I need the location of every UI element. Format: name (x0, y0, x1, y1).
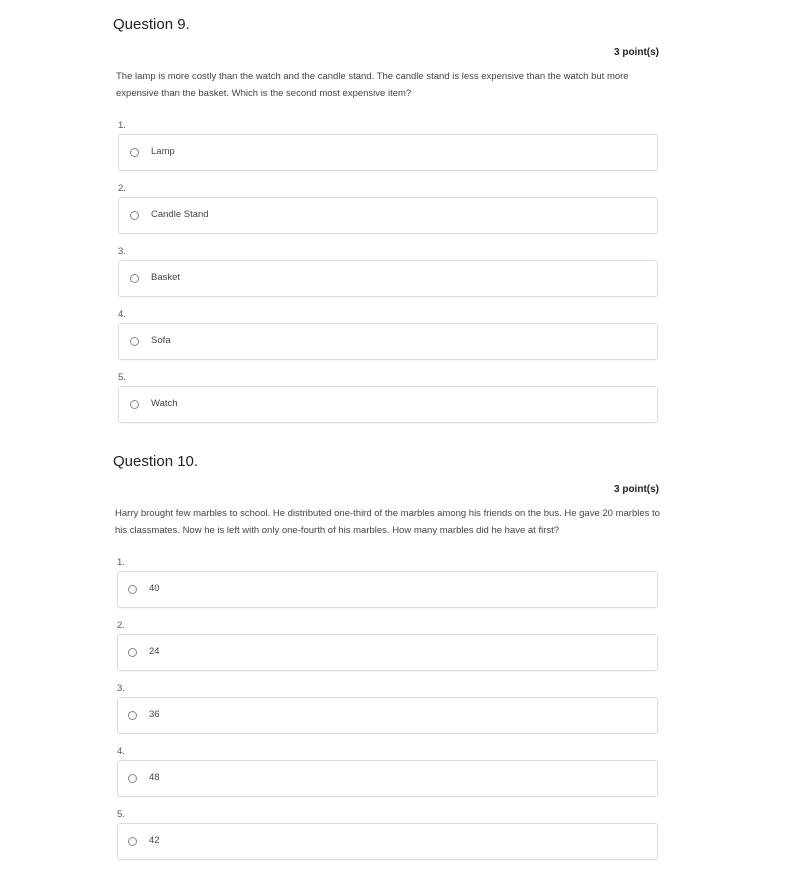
option-block-2 (0, 180, 785, 243)
radio-button[interactable] (128, 585, 137, 594)
answer-option-basket[interactable] (118, 260, 658, 297)
answer-option-24[interactable] (117, 634, 658, 671)
answer-option-candle-stand[interactable] (118, 197, 658, 234)
radio-button[interactable] (130, 337, 139, 346)
radio-button[interactable] (130, 400, 139, 409)
answer-option-36[interactable] (117, 697, 658, 734)
option-block-3 (0, 243, 785, 306)
question-points: 3 point(s) (614, 47, 659, 58)
option-block-2 (0, 617, 785, 680)
radio-button[interactable] (128, 837, 137, 846)
answer-option-lamp[interactable] (118, 134, 658, 171)
question-title: Question 9. (113, 16, 190, 33)
option-block-1 (0, 117, 785, 180)
option-number: 4. (118, 309, 126, 320)
option-label: 36 (149, 709, 160, 720)
option-number: 2. (118, 183, 126, 194)
radio-button[interactable] (130, 274, 139, 283)
option-number: 1. (118, 120, 126, 131)
question-title: Question 10. (113, 453, 199, 470)
radio-button[interactable] (128, 711, 137, 720)
option-label: Basket (151, 272, 181, 283)
option-label: Sofa (151, 335, 171, 346)
option-label: Candle Stand (151, 209, 209, 220)
answer-option-40[interactable] (117, 571, 658, 608)
option-number: 1. (117, 557, 125, 568)
answer-option-watch[interactable] (118, 386, 658, 423)
question-text: Harry brought few marbles to school. He distributed one-third of the marbles among his friends on the bus. He gave 20 marbles to his classmates. Now he is left with only one-fourth of his marbles. How many marbles did he have at first? (115, 508, 660, 536)
option-label: 40 (149, 583, 160, 594)
option-block-4 (0, 306, 785, 369)
radio-button[interactable] (128, 774, 137, 783)
option-number: 5. (117, 809, 125, 820)
option-number: 5. (118, 372, 126, 383)
option-number: 3. (117, 683, 125, 694)
radio-button[interactable] (130, 148, 139, 157)
option-label: 48 (149, 772, 160, 783)
option-block-3 (0, 680, 785, 743)
option-number: 4. (117, 746, 125, 757)
answer-option-48[interactable] (117, 760, 658, 797)
question-points: 3 point(s) (614, 484, 659, 495)
answer-option-sofa[interactable] (118, 323, 658, 360)
option-label: Lamp (151, 146, 175, 157)
radio-button[interactable] (130, 211, 139, 220)
option-block-4 (0, 743, 785, 806)
option-number: 2. (117, 620, 125, 631)
answer-options (0, 554, 785, 869)
question-text: The lamp is more costly than the watch and the candle stand. The candle stand is less expensive than the watch but more expensive than the basket. Which is the second most expensive item? (116, 71, 629, 99)
option-block-1 (0, 554, 785, 617)
option-number: 3. (118, 246, 126, 257)
option-block-5 (0, 806, 785, 869)
answer-option-42[interactable] (117, 823, 658, 860)
option-label: Watch (151, 398, 178, 409)
option-block-5 (0, 369, 785, 432)
radio-button[interactable] (128, 648, 137, 657)
option-label: 24 (149, 646, 160, 657)
option-label: 42 (149, 835, 160, 846)
answer-options (0, 117, 785, 432)
